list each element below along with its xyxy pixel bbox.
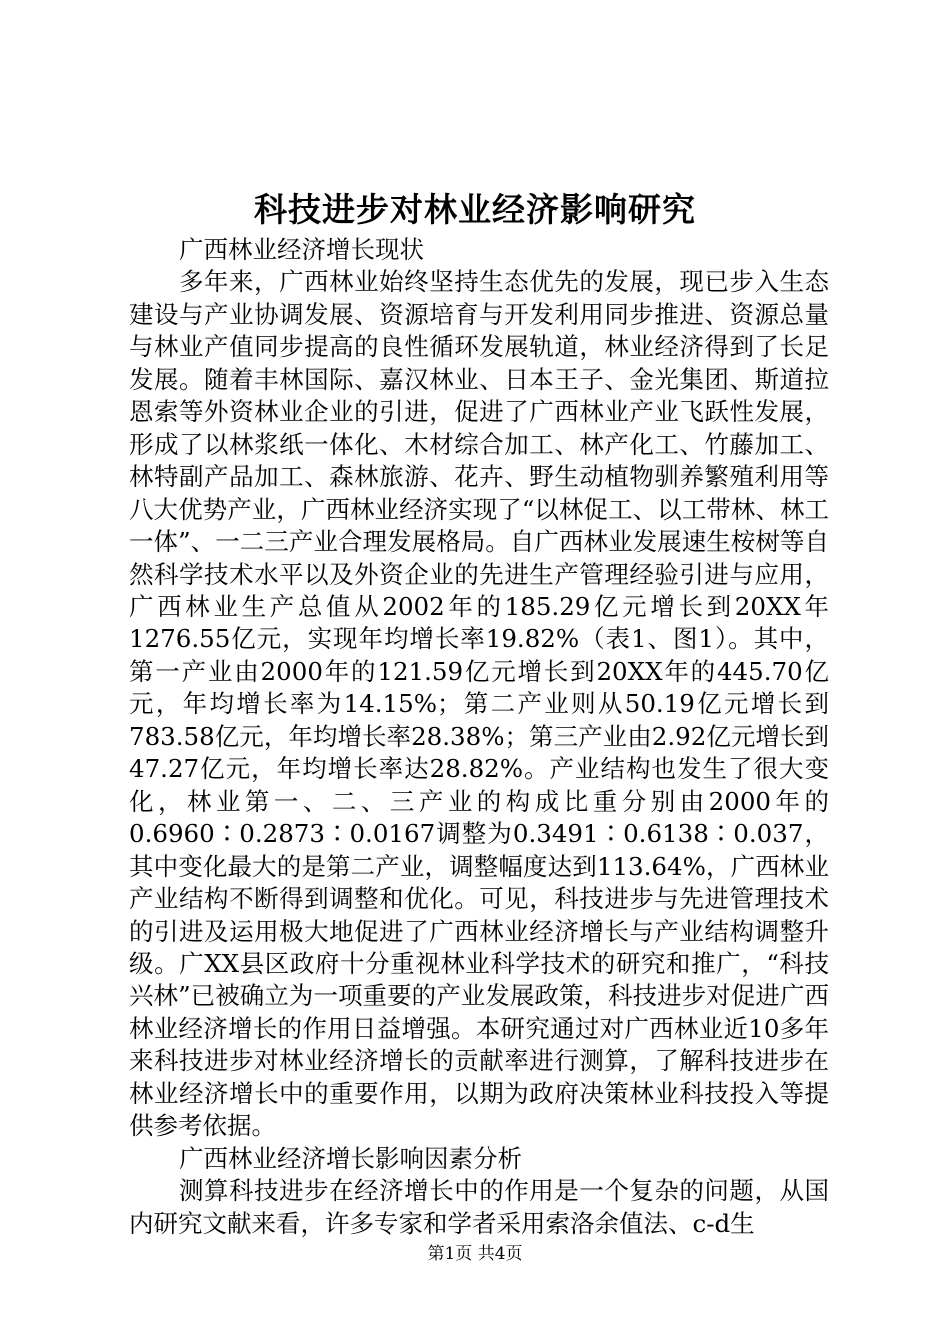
section-heading: 广西林业经济增长影响因素分析 — [179, 1143, 522, 1173]
document-body — [129, 234, 829, 1240]
section-paragraph: 测算科技进步在经济增长中的作用是一个复杂的问题，从国内研究文献来看，许多专家和学者采用索洛余值法、c-d生 — [129, 1176, 829, 1238]
page-footer: 第1页 共4页 — [427, 1244, 523, 1264]
document-title: 科技进步对林业经济影响研究 — [254, 190, 696, 229]
section-paragraph: 多年来，广西林业始终坚持生态优先的发展，现已步入生态建设与产业协调发展、资源培育与开发利用同步推进、资源总量与林业产值同步提高的良性循环发展轨道，林业经济得到了长足发展。随着丰林国际、嘉汉林业、日本王子、金光集团、斯道拉恩索等外资林业企业的引进，促进了广西林业产业飞跃性发展，形成了以林浆纸一体化、木材综合加工、林产化工、竹藤加工、林特副产品加工、森林旅游、花卉、野生动植物驯养繁殖利用等八大优势产业，广西林业经济实现了“以林促工、以工带林、林工一体”、一二三产业合理发展格局。自广西林业发展速生桉树等自然科学技术水平以及外资企业的先进生产管理经验引进与应用，广西林业生产总值从2002年的185.29亿元增长到20XX年1276.55亿元，实现年均增长率19.82%（表1、图1）。其中，第一产业由2000年的121.59亿元增长到20XX年的445.70亿元，年均增长率为14.15%；第二产业则从50.19亿元增长到783.58亿元，年均增长率28.38%；第三产业由2.92亿元增长到47.27亿元，年均增长率达28.82%。产业结构也发生了很大变化，林业第一、二、三产业的构成比重分别由2000年的0.6960∶0.2873∶0.0167调整为0.3491∶0.6138∶0.037，其中变化最大的是第二产业，调整幅度达到113.64%，广西林业产业结构不断得到调整和优化。可见，科技进步与先进管理技术的引进及运用极大地促进了广西林业经济增长与产业结构调整升级。广XX县区政府十分重视林业科学技术的研究和推广，“科技兴林”已被确立为一项重要的产业发展政策，科技进步对促进广西林业经济增长的作用日益增强。本研究通过对广西林业近10多年来科技进步对林业经济增长的贡献率进行测算，了解科技进步在林业经济增长中的重要作用，以期为政府决策林业科技投入等提供参考依据。 — [129, 267, 829, 1141]
section-heading: 广西林业经济增长现状 — [179, 235, 424, 264]
